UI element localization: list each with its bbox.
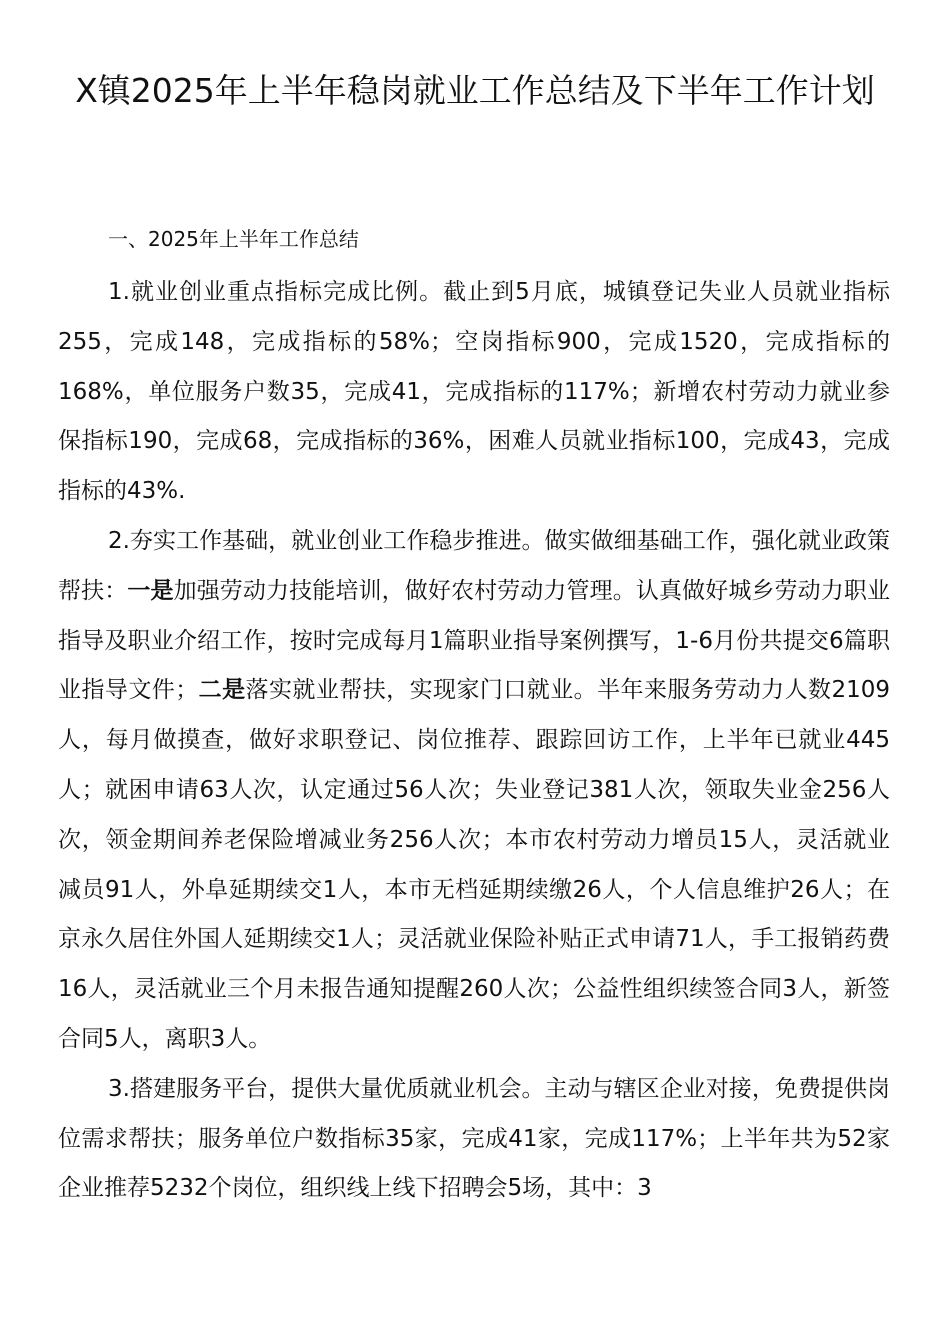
section-heading: 一、2025年上半年工作总结 [108, 227, 359, 251]
document-body [58, 222, 890, 1214]
document-title: X镇2025年上半年稳岗就业工作总结及下半年工作计划 [75, 71, 875, 110]
emphasis-second: 二是 [198, 677, 246, 704]
emphasis-first: 一是 [127, 577, 174, 604]
paragraph-text: 加强劳动力技能培训，做好农村劳动力管理。认真做好城乡劳动力职业指导及职业介绍工作，按时完成每月1篇职业指导案例撰写，1-6月份共提交6篇职业指导文件； [58, 577, 891, 704]
paragraph-service-platform: 3.搭建服务平台，提供大量优质就业机会。主动与辖区企业对接，免费提供岗位需求帮扶；服务单位户数指标35家，完成41家，完成117%；上半年共为52家企业推荐5232个岗位，组织线上线下招聘会5场，其中：3 [58, 1075, 890, 1202]
paragraph-text: 2.夯实工作基础，就业创业工作稳步推进。做实做细基础工作，强化就业政策帮扶： [58, 527, 890, 604]
paragraph-text: 落实就业帮扶，实现家门口就业。半年来服务劳动力人数2109人，每月做摸查，做好求职登记、岗位推荐、跟踪回访工作，上半年已就业445人；就困申请63人次，认定通过56人次；失业登记381人次，领取失业金256人次，领金期间养老保险增减业务256人次；本市农村劳动力增员15人，灵活就业减员91人，外阜延期续交1人，本市无档延期续缴26人，个人信息维护26人；在京永久居住外国人延期续交1人；灵活就业保险补贴正式申请71人，手工报销药费16人，灵活就业三个月未报告通知提醒260人次；公益性组织续签合同3人，新签合同5人，离职3人。 [58, 677, 891, 1052]
paragraph-work-foundation [58, 517, 890, 1065]
paragraph-indicators: 1.就业创业重点指标完成比例。截止到5月底，城镇登记失业人员就业指标255，完成148，完成指标的58%；空岗指标900，完成1520，完成指标的168%，单位服务户数35，完成41，完成指标的117%；新增农村劳动力就业参保指标190，完成68，完成指标的36%，困难人员就业指标100，完成43，完成指标的43%. [58, 279, 890, 505]
